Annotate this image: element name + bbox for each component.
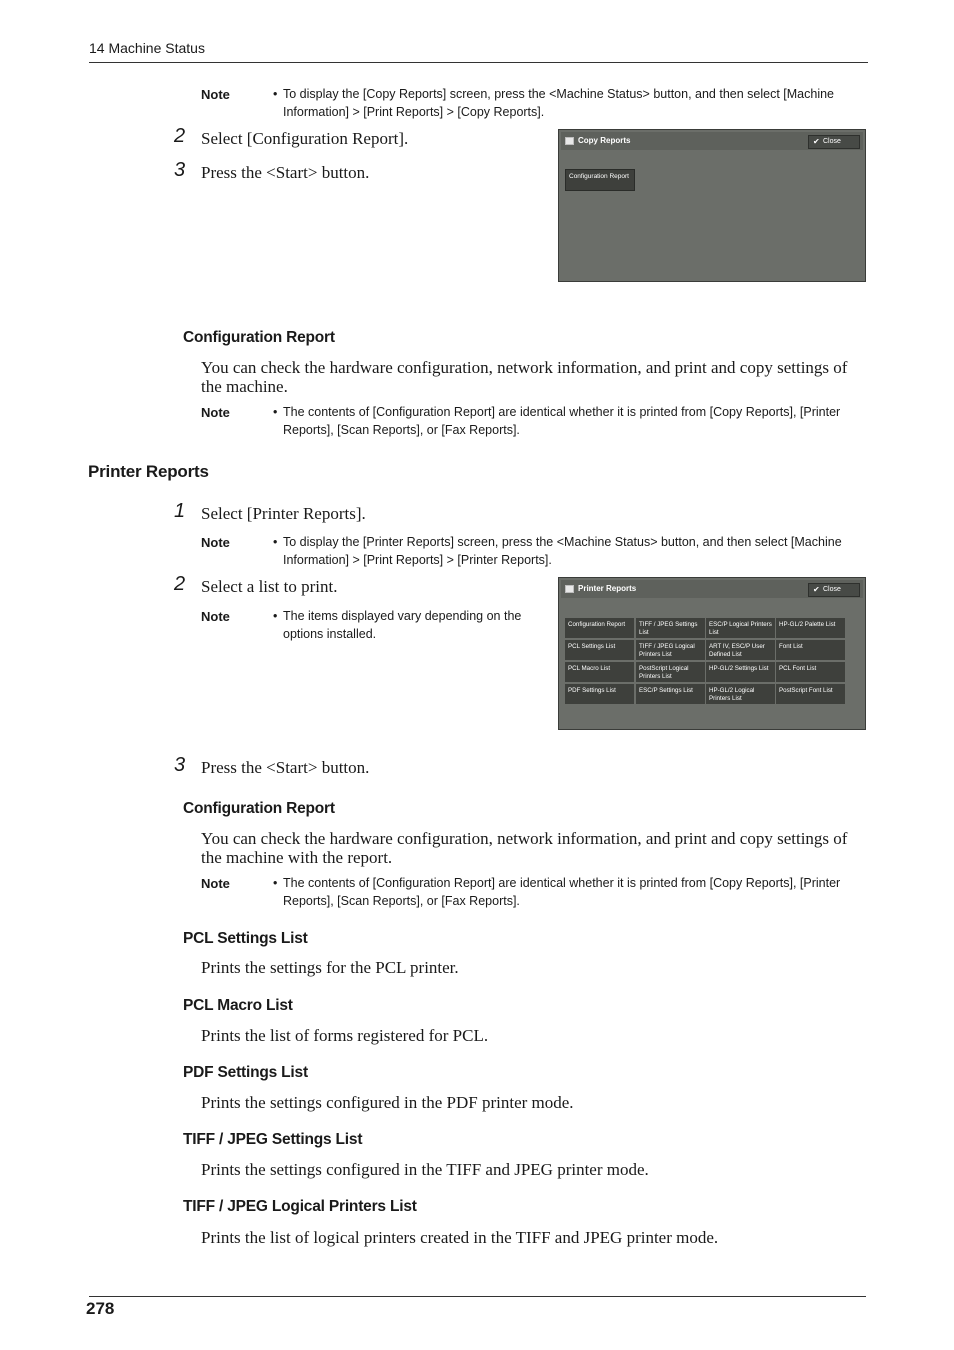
note-label: Note <box>201 535 230 550</box>
section-body: Prints the settings configured in the PDF printer mode. <box>201 1093 574 1112</box>
report-list-button[interactable]: PCL Settings List <box>564 639 635 661</box>
section-body: Prints the settings for the PCL printer. <box>201 958 459 977</box>
report-list-button[interactable]: HP-GL/2 Palette List <box>775 617 846 639</box>
step-number: 2 <box>174 125 186 147</box>
step-text: Press the <Start> button. <box>201 163 370 182</box>
section-body: Prints the list of logical printers created in the TIFF and JPEG printer mode. <box>201 1228 719 1247</box>
section-heading: PCL Settings List <box>183 930 308 947</box>
report-list-button[interactable]: PostScript Logical Printers List <box>635 661 706 683</box>
printer-icon <box>565 585 574 593</box>
reports-icon <box>565 137 574 145</box>
close-button[interactable]: ✔ Close <box>808 135 860 149</box>
note-config-report: • The contents of [Configuration Report] are identical whether it is printed from [Copy Reports], [Printer Reports], [Scan Reports], or [Fax Reports]. <box>273 876 841 908</box>
report-list-button[interactable]: Font List <box>775 639 846 661</box>
screen-title: Printer Reports <box>578 584 637 593</box>
note-label: Note <box>201 609 230 624</box>
report-list-button[interactable]: HP-GL/2 Settings List <box>705 661 776 683</box>
note-label: Note <box>201 876 230 891</box>
note-config-report: • The contents of [Configuration Report] are identical whether it is printed from [Copy Reports], [Printer Reports], [Scan Reports], or [Fax Reports]. <box>273 405 841 437</box>
report-list-button[interactable]: Configuration Report <box>564 617 635 639</box>
step-number: 2 <box>174 573 186 595</box>
step-number: 3 <box>174 159 186 181</box>
report-list-button[interactable]: PCL Macro List <box>564 661 635 683</box>
report-list-button[interactable]: ESC/P Logical Printers List <box>705 617 776 639</box>
page-number: 278 <box>86 1299 115 1318</box>
report-list-button[interactable]: PDF Settings List <box>564 683 635 705</box>
step-text: Select [Printer Reports]. <box>201 504 366 523</box>
section-heading: TIFF / JPEG Logical Printers List <box>183 1198 417 1215</box>
section-body: Prints the settings configured in the TIFF and JPEG printer mode. <box>201 1160 649 1179</box>
report-list-button[interactable]: ESC/P Settings List <box>635 683 706 705</box>
copy-reports-screen <box>558 129 866 282</box>
step-number: 1 <box>174 500 186 522</box>
screen-title-bar <box>561 132 863 150</box>
report-list-button[interactable]: ART IV, ESC/P User Defined List <box>705 639 776 661</box>
configuration-report-button[interactable]: Configuration Report <box>565 169 635 191</box>
report-list-button[interactable]: PostScript Font List <box>775 683 846 705</box>
section-heading: PDF Settings List <box>183 1064 308 1081</box>
report-list-button[interactable]: PCL Font List <box>775 661 846 683</box>
check-icon: ✔ <box>813 585 820 594</box>
section-body: Prints the list of forms registered for PCL. <box>201 1026 489 1045</box>
note-label: Note <box>201 87 230 102</box>
step-text: Press the <Start> button. <box>201 758 370 777</box>
close-button[interactable]: ✔ Close <box>808 583 860 597</box>
section-heading: Configuration Report <box>183 800 335 817</box>
report-list-button[interactable]: HP-GL/2 Logical Printers List <box>705 683 776 705</box>
printer-reports-screen <box>558 577 866 730</box>
screen-title: Copy Reports <box>578 136 631 145</box>
note-printer-reports: • To display the [Printer Reports] screen, press the <Machine Status> button, and then select [Machine Information] > [Print Reports] > [Printer Reports]. <box>273 535 842 567</box>
report-list-button[interactable]: TIFF / JPEG Settings List <box>635 617 706 639</box>
header-rule <box>89 62 868 63</box>
running-header: 14 Machine Status <box>89 40 205 56</box>
screen-title-bar <box>561 580 863 598</box>
note-options: • The items displayed vary depending on the options installed. <box>273 609 522 641</box>
footer-rule <box>89 1296 866 1297</box>
section-heading: PCL Macro List <box>183 997 293 1014</box>
section-body: You can check the hardware configuration, network information, and print and copy settings of the machine. <box>201 358 848 396</box>
note-label: Note <box>201 405 230 420</box>
section-body: You can check the hardware configuration, network information, and print and copy settings of the machine with the report. <box>201 829 848 867</box>
check-icon: ✔ <box>813 137 820 146</box>
step-number: 3 <box>174 754 186 776</box>
step-text: Select [Configuration Report]. <box>201 129 409 148</box>
note-copy-reports: • To display the [Copy Reports] screen, press the <Machine Status> button, and then select [Machine Information] > [Print Reports] > [Copy Reports]. <box>273 87 835 119</box>
section-heading: TIFF / JPEG Settings List <box>183 1131 363 1148</box>
report-list-button[interactable]: TIFF / JPEG Logical Printers List <box>635 639 706 661</box>
step-text: Select a list to print. <box>201 577 338 596</box>
printer-reports-heading: Printer Reports <box>88 462 209 481</box>
section-heading: Configuration Report <box>183 329 335 346</box>
